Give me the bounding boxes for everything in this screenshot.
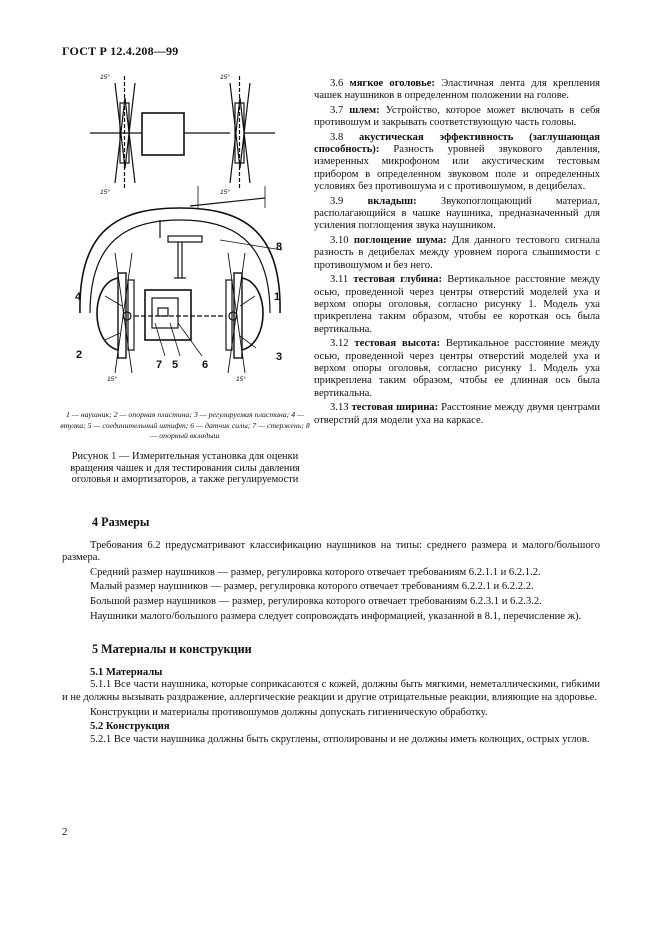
paragraph: Конструкции и материалы противошумов должны допускать гигиеническую обработку. [90, 706, 488, 718]
paragraph: Наушники малого/большого размера следует сопровождать информацией, указанной в 8.1, перечисление ж). [90, 610, 582, 622]
subsection-5-1-heading: 5.1 Материалы [90, 666, 163, 678]
callout-2: 2 [76, 349, 83, 361]
definition-item: 3.12 тестовая высота: Вертикальное расстояние между осью, проведенной через центры отверстий моделей уха и верхом опоры оголовья, согласно рисунку 1. Модель уха прикреплена таким образом, чтобы ее длинная ось была вертикальна. [314, 338, 600, 399]
angle-label: 15° [236, 376, 246, 383]
definition-item: 3.10 поглощение шума: Для данного тестового сигнала разность в децибелах между уровнем порога слышимости с противошумом и без него. [314, 234, 600, 271]
angle-label: 15° [100, 74, 110, 81]
paragraph: 5.2.1 Все части наушника должны быть скруглены, отполированы и не должны иметь колющих, острых углов. [90, 733, 590, 745]
subsection-5-2-heading: 5.2 Конструкция [90, 721, 170, 733]
main-text [62, 516, 600, 748]
paragraph: Средний размер наушников — размер, регулировка которого отвечает требованиям 6.2.1.1 и 6.2.1.2. [90, 566, 541, 578]
definitions-column [314, 78, 600, 429]
figure-legend: 1 — наушник; 2 — опорная пластина; 3 — регулируемая пластина; 4 — втулка; 5 — соединительный штифт; 6 — датчик силы; 7 — стержень; 8 — опорный вкладыш [60, 410, 310, 440]
paragraph: Большой размер наушников — размер, регулировка которого отвечает требованиям 6.2.3.1 и 6.2.3.2. [90, 595, 542, 607]
paragraph: Требования 6.2 предусматривают классификацию наушников на типы: среднего размера и малого/большого размера. [62, 539, 600, 564]
callout-4: 4 [75, 291, 82, 303]
figure-measuring-setup [60, 68, 310, 398]
callout-3: 3 [276, 351, 283, 363]
section-5-heading: 5 Материалы и конструкции [92, 642, 252, 657]
callout-8: 8 [276, 241, 283, 253]
paragraph: 5.1.1 Все части наушника, которые соприкасаются с кожей, должны быть мягкими, неметаллическими, гибкими и не должны вызывать раздражение, аллергические реакции и другие отрицательные реакции, влияющие на здоровье. [62, 679, 600, 703]
callout-1: 1 [274, 291, 281, 303]
document-header: ГОСТ Р 12.4.208—99 [62, 44, 179, 58]
angle-label: 15° [107, 376, 117, 383]
definition-item: 3.11 тестовая глубина: Вертикальное расстояние между осью, проведенной через центры отверстий моделей уха и верхом опоры оголовья, согласно рисунку 1. Модель уха прикреплена таким образом, чтобы ее короткая ось была вертикальна. [314, 274, 600, 335]
paragraph: Малый размер наушников — размер, регулировка которого отвечает требованиям 6.2.2.1 и 6.2.2.2. [90, 581, 534, 593]
callout-7: 7 [156, 359, 163, 371]
definition-item: 3.13 тестовая ширина: Расстояние между двумя центрами отверстий для модели уха на каркасе. [314, 402, 600, 426]
definition-item: 3.7 шлем: Устройство, которое может включать в себя противошум и закрывать соответствующую часть головы. [314, 104, 600, 129]
page-number: 2 [62, 826, 68, 838]
callout-6: 6 [202, 359, 209, 371]
section-4-heading: 4 Размеры [92, 515, 150, 529]
angle-label: 15° [220, 189, 230, 196]
angle-label: 15° [220, 74, 230, 81]
definition-item: 3.6 мягкое оголовье: Эластичная лента для крепления чашек наушников в определенном положении на голове. [314, 78, 600, 102]
angle-label: 15° [100, 189, 110, 196]
figure-caption: Рисунок 1 — Измерительная установка для оценки вращения чашек и для тестирования силы давления оголовья и амортизаторов, а также регулируемости [70, 451, 300, 485]
definition-item: 3.8 акустическая эффективность (заглушающая способность): Разность уровней звукового давления, измеренных микрофоном или акустическим тестовым прибором в определенном звуковом поле и определенных условиях без противошума и с противошумом, в децибелах. [314, 131, 601, 193]
definition-item: 3.9 вкладыш: Звукопоглощающий материал, располагающийся в чашке наушника, предназначенный для усиления поглощения звука наушником. [314, 195, 600, 232]
callout-5: 5 [172, 359, 179, 371]
